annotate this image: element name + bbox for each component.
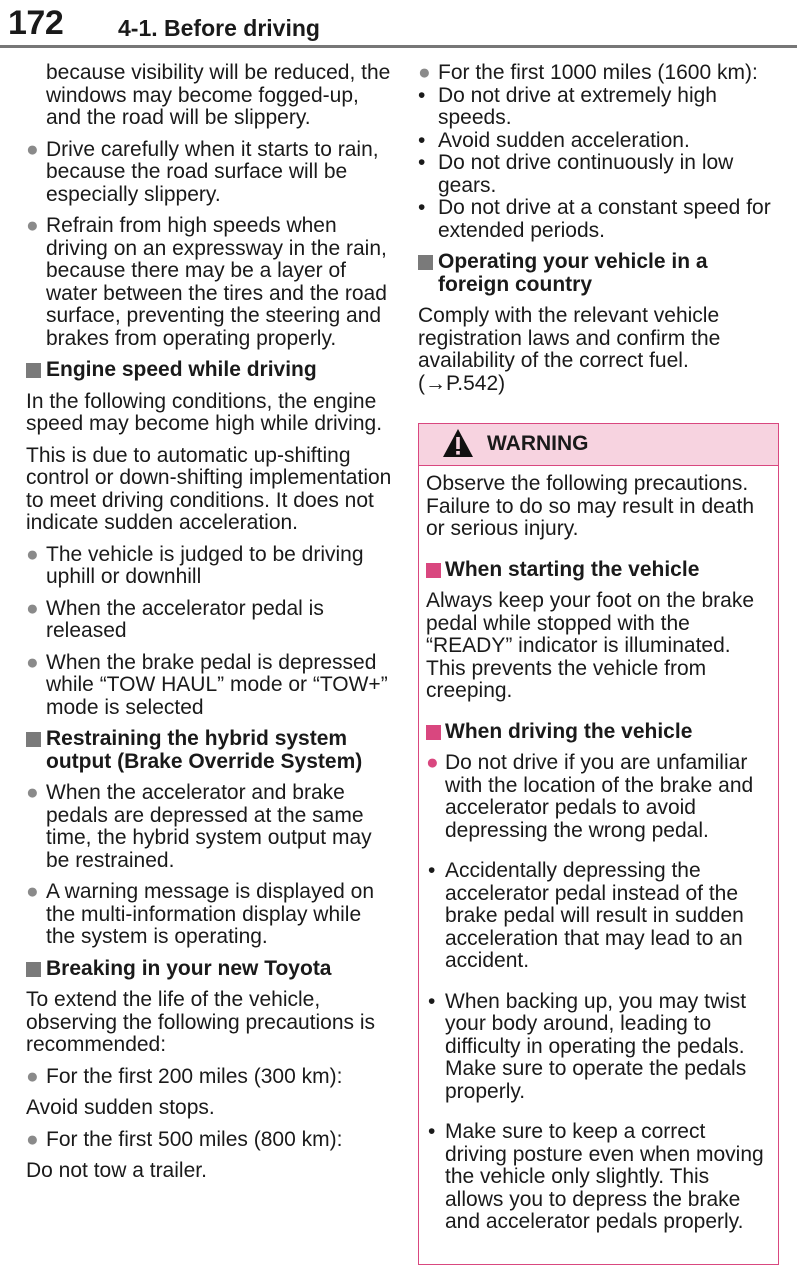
square-marker-icon — [26, 962, 41, 977]
square-marker-icon — [26, 363, 41, 378]
starting-heading: When starting the vehicle — [426, 559, 772, 582]
breaking-in-200-text: Avoid sudden stops. — [26, 1096, 215, 1119]
dash-item: • Do not drive at extremely high speeds. — [418, 83, 717, 129]
square-marker-icon — [426, 563, 441, 578]
bullet-dot-icon: ● — [418, 61, 431, 84]
warning-box — [418, 423, 779, 1265]
bullet-item: ● Drive carefully when it starts to rain, because the road surface will be especially slippery. — [26, 137, 379, 206]
bullet-item: ● For the first 200 miles (300 km): — [26, 1064, 343, 1088]
bullet-item: ● For the first 500 miles (800 km): — [26, 1127, 343, 1151]
bullet-item: ● Do not drive if you are unfamiliar with the location of the brake and accelerator pedals to avoid depressing the wrong pedal. — [426, 751, 754, 842]
dot-item: • Make sure to keep a correct driving posture even when moving the vehicle only slightly. This allows you to depress the brake and accelerator pedals properly. — [428, 1120, 764, 1233]
square-marker-icon — [418, 255, 433, 270]
dash-item: • Do not drive at a constant speed for extended periods. — [418, 196, 771, 242]
square-marker-icon — [426, 725, 441, 740]
bullet-dot-icon: ● — [26, 781, 39, 804]
warning-header — [419, 424, 778, 466]
engine-speed-para2: This is due to automatic up-shifting control or down-shifting implementation to meet driving conditions. It does not indicate sudden acceleration. — [26, 443, 392, 534]
engine-speed-heading: Engine speed while driving — [26, 359, 396, 382]
bullet-dot-icon: ● — [26, 1064, 39, 1088]
bullet-dot-icon: ● — [26, 1127, 39, 1151]
bullet-item: ● When the accelerator and brake pedals are depressed at the same time, the hybrid system output may be restrained. — [26, 781, 372, 872]
small-dot-icon: • — [428, 989, 436, 1013]
bullet-dot-icon: ● — [26, 880, 39, 903]
breaking-in-heading: Breaking in your new Toyota — [26, 958, 396, 981]
continued-text: because visibility will be reduced, the windows may become fogged-up, and the road will be slippery. — [46, 61, 391, 129]
small-dot-icon: • — [418, 83, 426, 107]
bullet-dot-icon: ● — [26, 214, 39, 237]
bullet-dot-icon: ● — [26, 542, 39, 566]
small-dot-icon: • — [418, 151, 426, 174]
bullet-dot-icon: ● — [426, 751, 439, 774]
starting-text: Always keep your foot on the brake pedal while stopped with the “READY” indicator is illuminated. This prevents the vehicle from creeping. — [426, 589, 755, 702]
left-column — [26, 62, 396, 1192]
small-dot-icon: • — [428, 859, 436, 882]
bullet-item: ● When the accelerator pedal is released — [26, 596, 324, 642]
bullet-dot-icon: ● — [26, 650, 39, 674]
warning-triangle-icon — [441, 427, 475, 460]
foreign-country-heading: Operating your vehicle in a foreign country — [418, 251, 780, 296]
breaking-in-intro: To extend the life of the vehicle, observing the following precautions is recommended: — [26, 988, 376, 1056]
page-number: 172 — [8, 4, 64, 42]
small-dot-icon: • — [418, 196, 426, 219]
foreign-country-text: Comply with the relevant vehicle registration laws and confirm the availability of the correct fuel. (→P.542) — [418, 304, 721, 395]
engine-speed-para1: In the following conditions, the engine speed may become high while driving. — [26, 389, 383, 435]
bullet-item: ● Refrain from high speeds when driving on an expressway in the rain, because there may be a layer of water between the tires and the road surface, preventing the steering and brakes from operating properly. — [26, 214, 387, 350]
section-title: 4-1. Before driving — [118, 15, 320, 41]
square-marker-icon — [26, 732, 41, 747]
warning-title: WARNING — [487, 432, 589, 455]
small-dot-icon: • — [428, 1120, 436, 1143]
restraining-heading: Restraining the hybrid system output (Brake Override System) — [26, 728, 396, 773]
dash-item: • Do not drive continuously in low gears. — [418, 151, 734, 197]
dash-item: • Avoid sudden acceleration. — [418, 128, 690, 152]
bullet-dot-icon: ● — [26, 137, 39, 161]
bullet-item: ● The vehicle is judged to be driving uphill or downhill — [26, 542, 364, 588]
dot-item: • When backing up, you may twist your body around, leading to difficulty in operating the pedals. Make sure to operate the pedals properly. — [428, 989, 747, 1103]
breaking-in-500-text: Do not tow a trailer. — [26, 1159, 207, 1182]
driving-heading: When driving the vehicle — [426, 721, 772, 744]
warning-intro: Observe the following precautions. Failure to do so may result in death or serious injury. — [426, 472, 755, 540]
bullet-item: ● For the first 1000 miles (1600 km): — [418, 61, 758, 84]
bullet-item: ● When the brake pedal is depressed while “TOW HAUL” mode or “TOW+” mode is selected — [26, 650, 388, 719]
small-dot-icon: • — [418, 128, 426, 152]
bullet-dot-icon: ● — [26, 596, 39, 620]
warning-body — [419, 466, 778, 1234]
page-header — [0, 0, 797, 48]
dot-item: • Accidentally depressing the accelerator pedal instead of the brake pedal will result in sudden acceleration that may lead to an accident. — [428, 859, 744, 972]
bullet-item: ● A warning message is displayed on the multi-information display while the system is operating. — [26, 880, 375, 948]
right-column — [418, 62, 780, 404]
